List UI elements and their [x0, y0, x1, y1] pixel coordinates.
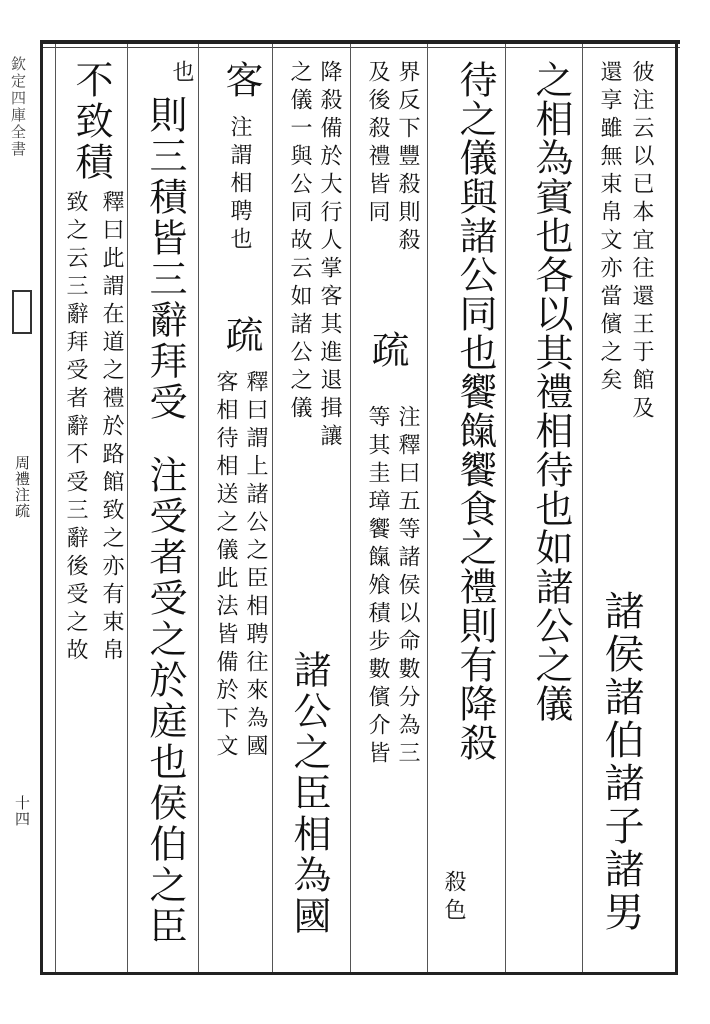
text-column: 釋曰此謂在道之禮於路館致之亦有束帛 [99, 190, 124, 666]
text-column: 諸侯諸伯諸子諸男 [598, 590, 644, 934]
text-column: 之儀一與公同故云如諸公之儀 [287, 60, 312, 424]
column-rule [127, 44, 128, 972]
column-rule [350, 44, 351, 972]
frame-top-rule-inner [40, 47, 680, 48]
text-column: 注謂相聘也 [227, 115, 252, 255]
text-column: 釋曰謂上諸公之臣相聘往來為國 [243, 370, 268, 762]
text-column: 客 [219, 60, 263, 101]
running-title: 欽定四庫全書 [9, 56, 27, 158]
text-column: 殺色 [441, 870, 466, 926]
text-column: 等其圭璋饗餼飧積步數儐介皆 [365, 405, 390, 769]
text-column: 及後殺禮皆同 [365, 60, 390, 228]
page-number: 十四 [13, 795, 31, 827]
text-column: 則三積皆三辭拜受 [143, 95, 187, 423]
text-column: 也 [169, 60, 194, 88]
text-column: 不致積 [69, 60, 113, 183]
text-column: 之相為賓也各以其禮相待也如諸公之儀 [529, 60, 573, 723]
text-column: 待之儀與諸公同也饗餼饗食之禮則有降殺 [453, 60, 497, 762]
text-column: 降殺備於大行人掌客其進退揖讓 [317, 60, 342, 452]
frame-right-rule [675, 40, 678, 975]
frame-top-rule [40, 40, 680, 44]
text-column: 客相待相送之儀此法皆備於下文 [213, 370, 238, 762]
text-column: 注釋曰五等諸侯以命數分為三 [395, 405, 420, 769]
text-column: 諸公之臣相為國 [287, 650, 331, 937]
text-column: 彼注云以已本宜往還王于館及 [629, 60, 654, 424]
column-rule [582, 44, 583, 972]
fishtail-mark [12, 290, 32, 334]
column-rule [427, 44, 428, 972]
column-rule [198, 44, 199, 972]
frame-bottom-rule [40, 972, 678, 975]
column-rule [272, 44, 273, 972]
text-column: 還享雖無束帛文亦當儐之矣 [597, 60, 622, 396]
text-column: 疏 [219, 315, 263, 356]
text-column: 疏 [365, 330, 409, 371]
text-column: 界反下豐殺則殺 [395, 60, 420, 256]
text-column: 致之云三辭拜受者辭不受三辭後受之故 [63, 190, 88, 666]
book-title: 周禮注疏 [13, 455, 31, 519]
column-rule [505, 44, 506, 972]
column-rule [55, 44, 56, 972]
frame-left-rule [40, 40, 43, 975]
text-column: 注受者受之於庭也侯伯之臣 [143, 455, 187, 947]
